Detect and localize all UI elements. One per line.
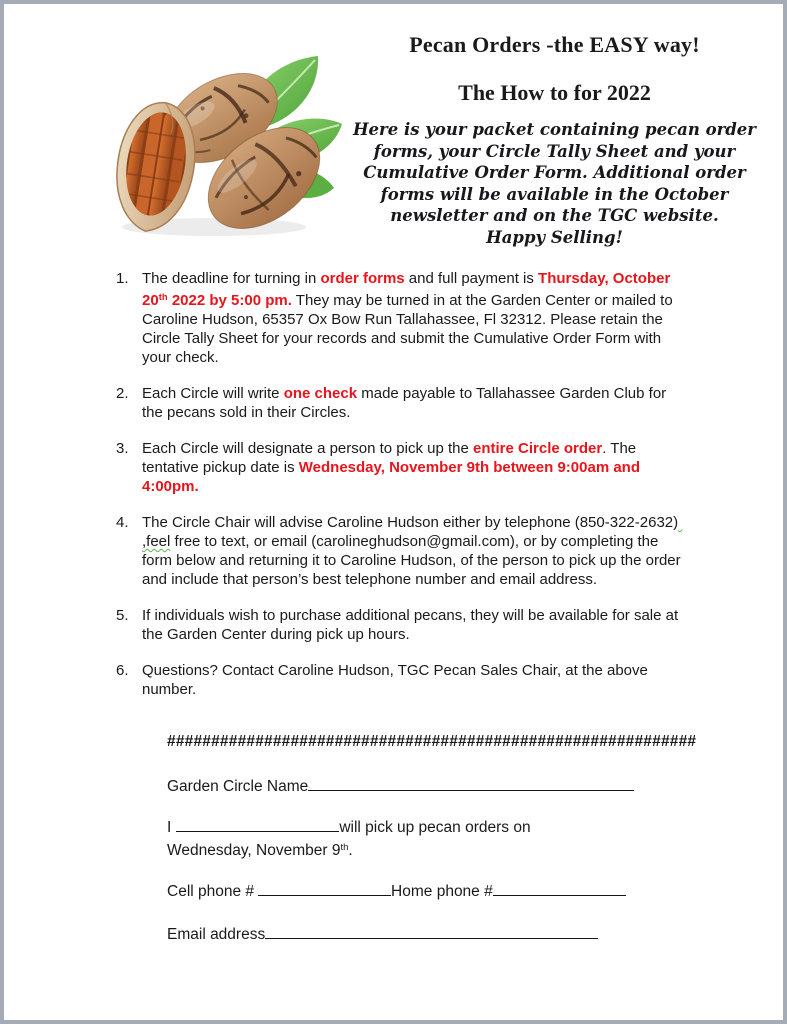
list-item-number: 4. [116, 514, 129, 531]
page-subtitle: The How to for 2022 [458, 80, 651, 105]
garden-circle-row [167, 777, 743, 797]
list-item-text: Each Circle will designate a person to pick up the entire Circle order. The tentative pickup date is Wednesday, November 9th between 9:00am and 4:00pm. [142, 440, 640, 495]
list-item-text: The Circle Chair will advise Caroline Hudson either by telephone (850-322-2632) ,feel free to text, or email (carolineghudson@gmail.com), or by completing the form below and returning it to Caroline Hudson, of the person to pick up the order and include that person’s best telephone number and email address. [142, 513, 725, 589]
phone-numbers-row [167, 882, 743, 902]
intro-text: Here is your packet containing pecan order forms, your Circle Tally Sheet and your Cumulative Order Form. Additional order forms will be available in the October newsletter and on the TGC website. Happy Selling! [352, 120, 757, 247]
list-item-number: 1. [116, 270, 129, 287]
list-item-number: 2. [116, 385, 129, 402]
list-item [116, 269, 725, 367]
list-item-number: 6. [116, 662, 129, 679]
list-item-text: Questions? Contact Caroline Hudson, TGC Pecan Sales Chair, at the above number. [142, 662, 648, 698]
header-text-block [348, 28, 761, 248]
pickup-prefix: I [167, 819, 172, 836]
email-label: Email address [167, 926, 266, 943]
garden-circle-label: Garden Circle Name [167, 778, 309, 795]
divider-hash-line: ############################################################ [167, 733, 697, 750]
list-item-text: If individuals wish to purchase additional pecans, they will be available for sale at the Garden Center during pick up hours. [142, 607, 679, 643]
pickup-name-blank-line [176, 818, 339, 832]
home-phone-label: Home phone # [391, 883, 493, 900]
list-item [116, 513, 725, 589]
tear-off-form [167, 732, 743, 945]
pickup-date: Wednesday, November 9 [167, 842, 341, 859]
list-item-text: The deadline for turning in order forms and full payment is Thursday, October 20th 2022 by 5:00 pm. They may be turned in at the Garden Center or mailed to Caroline Hudson, 65357 Ox Bow Run Tallahassee, Fl 32312. Please retain the Circle Tally Sheet for your records and submit the Cumulative Order Form with your check. [142, 270, 673, 366]
grammar-squiggle [678, 513, 687, 532]
list-item [116, 661, 725, 699]
cell-phone-blank-line [258, 882, 391, 896]
list-item [116, 439, 725, 496]
home-phone-blank-line [493, 882, 626, 896]
cell-phone-label: Cell phone # [167, 883, 255, 900]
pickup-date-ordinal: th [340, 842, 349, 853]
garden-circle-blank-line [308, 777, 634, 791]
list-item-number: 3. [116, 440, 129, 457]
list-item [116, 384, 725, 422]
email-blank-line [265, 925, 598, 939]
pecans-photo [94, 28, 348, 242]
instruction-list [116, 269, 725, 699]
document-header [4, 4, 783, 248]
list-item-number: 5. [116, 607, 129, 624]
email-row [167, 925, 743, 945]
pickup-date-period: . [348, 842, 353, 859]
list-item-text: Each Circle will write one check made payable to Tallahassee Garden Club for the pecans sold in their Circles. [142, 385, 667, 421]
list-item [116, 606, 725, 644]
pickup-person-row [167, 818, 743, 861]
pickup-rest: will pick up pecan orders on [339, 819, 531, 836]
page-title: Pecan Orders -the EASY way! [409, 32, 700, 57]
